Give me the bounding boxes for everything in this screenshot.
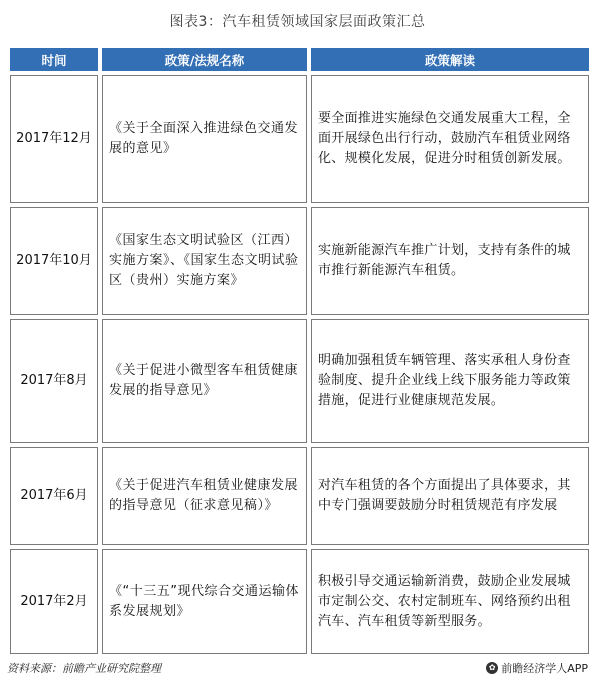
cell-time: 2017年10月 <box>10 207 98 315</box>
table-row <box>10 75 589 203</box>
cell-time: 2017年8月 <box>10 319 98 443</box>
table-header-row <box>10 48 589 71</box>
cell-time: 2017年2月 <box>10 549 98 654</box>
brand-credit <box>486 660 588 676</box>
cell-reading: 要全面推进实施绿色交通发展重大工程，全面开展绿色出行行动，鼓励汽车租赁业网络化、规模化发展，促进分时租赁创新发展。 <box>311 75 589 203</box>
cell-policy: 《“十三五”现代综合交通运输体系发展规划》 <box>102 549 307 654</box>
brand-name: 前瞻经济学人APP <box>501 662 588 675</box>
cell-policy: 《关于促进汽车租赁业健康发展的指导意见（征求意见稿）》 <box>102 447 307 545</box>
cell-policy: 《关于全面深入推进绿色交通发展的意见》 <box>102 75 307 203</box>
brand-logo-icon: ✿ <box>486 662 498 674</box>
page-title: 图表3：汽车租赁领域国家层面政策汇总 <box>169 14 426 30</box>
table-row <box>10 207 589 315</box>
cell-time: 2017年12月 <box>10 75 98 203</box>
source-note: 资料来源：前瞻产业研究院整理 <box>7 662 161 675</box>
table-row <box>10 447 589 545</box>
header-policy-name: 政策/法规名称 <box>102 48 307 71</box>
table-row <box>10 549 589 654</box>
policy-table <box>6 44 593 658</box>
table-row <box>10 319 589 443</box>
cell-time: 2017年6月 <box>10 447 98 545</box>
cell-reading: 对汽车租赁的各个方面提出了具体要求，其中专门强调要鼓励分时租赁规范有序发展 <box>311 447 589 545</box>
cell-reading: 积极引导交通运输新消费，鼓励企业发展城市定制公交、农村定制班车、网络预约出租汽车、汽车租赁等新型服务。 <box>311 549 589 654</box>
cell-reading: 明确加强租赁车辆管理、落实承租人身份查验制度、提升企业线上线下服务能力等政策措施，促进行业健康规范发展。 <box>311 319 589 443</box>
cell-policy: 《关于促进小微型客车租赁健康发展的指导意见》 <box>102 319 307 443</box>
header-policy-reading: 政策解读 <box>311 48 589 71</box>
footer <box>7 660 588 678</box>
header-time: 时间 <box>10 48 98 71</box>
cell-reading: 实施新能源汽车推广计划，支持有条件的城市推行新能源汽车租赁。 <box>311 207 589 315</box>
cell-policy: 《国家生态文明试验区（江西）实施方案》、《国家生态文明试验区（贵州）实施方案》 <box>102 207 307 315</box>
